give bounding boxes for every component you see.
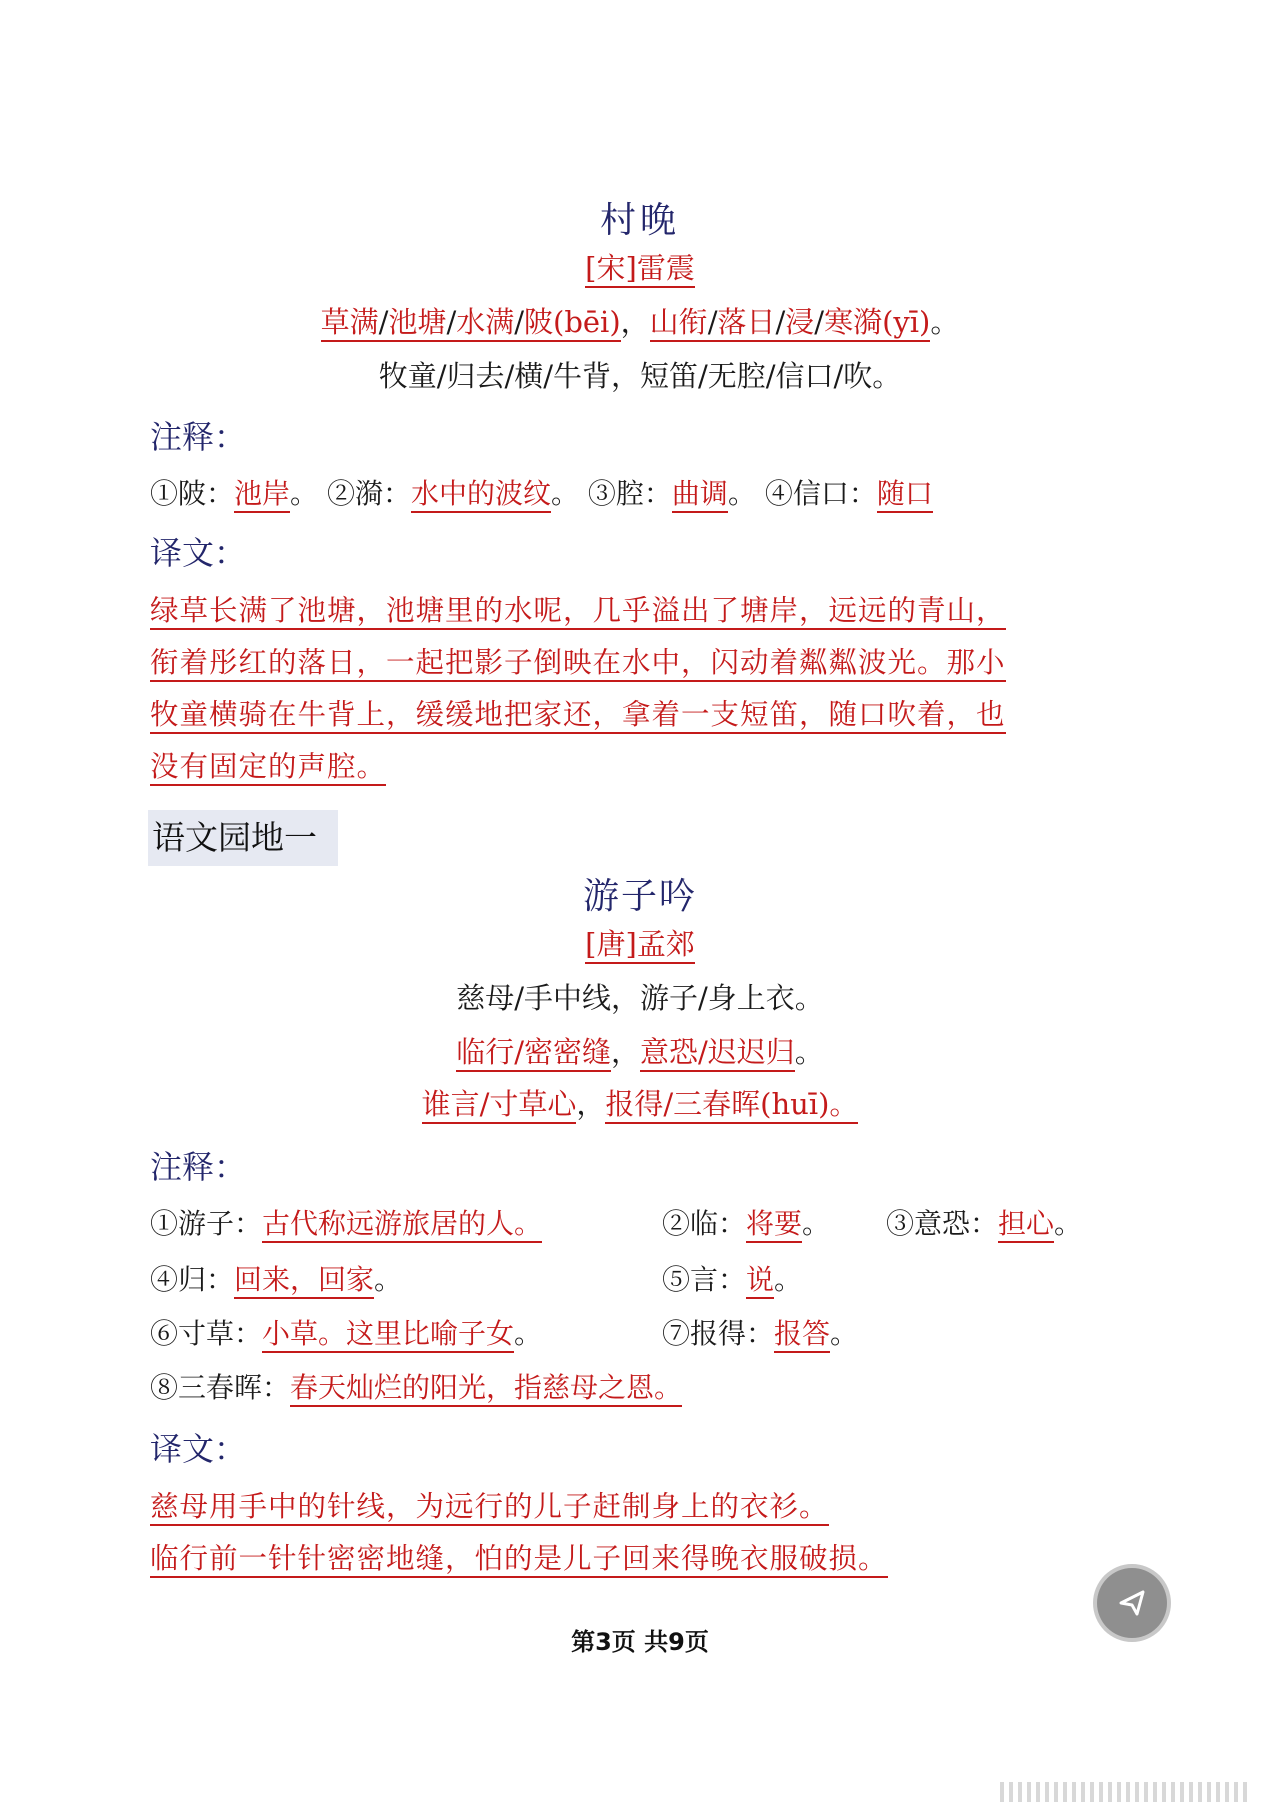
note-end: 。 <box>774 1263 803 1296</box>
note-end: 。 <box>802 1207 831 1240</box>
verse-seg: 浸 <box>785 305 814 342</box>
translation-label: 译文： <box>150 534 247 572</box>
translation-text: 绿草长满了池塘，池塘里的水呢，几乎溢出了塘岸，远远的青山， <box>150 594 1006 630</box>
verse-seg: 草满 <box>321 305 379 342</box>
poem-author-line <box>0 246 1280 287</box>
verse-seg: 水满 <box>456 305 514 342</box>
note-value: 回来，回家 <box>234 1263 374 1299</box>
note-item <box>150 1366 682 1406</box>
dynasty: [唐] <box>585 927 637 964</box>
note-value: 说 <box>746 1263 774 1299</box>
verse-line-2 <box>0 1030 1280 1071</box>
translation-line <box>150 640 1006 681</box>
section-heading: 语文园地一 <box>148 810 338 866</box>
verse-seg: / <box>446 305 456 342</box>
poem-author-line <box>0 922 1280 963</box>
translation-text: 牧童横骑在牛背上，缓缓地把家还，拿着一支短笛，随口吹着，也 <box>150 698 1006 734</box>
note-value: 曲调 <box>672 477 728 513</box>
note-end: 。 <box>514 1317 543 1350</box>
translation-text: 衔着彤红的落日，一起把影子倒映在水中，闪动着粼粼波光。那小 <box>150 646 1006 682</box>
verse-seg: 寒漪(yī) <box>824 305 930 342</box>
watermark <box>1000 1782 1250 1802</box>
note-item <box>150 1258 402 1298</box>
note-key: ②临： <box>662 1207 747 1240</box>
play-arrow-icon <box>1115 1586 1149 1620</box>
verse-seg: 。 <box>794 1035 824 1069</box>
poem-title: 村晚 <box>599 200 680 241</box>
verse-seg: 。 <box>930 305 960 339</box>
verse-seg: 谁言/寸草心 <box>422 1087 577 1124</box>
note-key: ④信口： <box>764 477 877 510</box>
note-key: ⑥寸草： <box>150 1317 263 1350</box>
note-value: 水中的波纹 <box>411 477 551 513</box>
note-value: 随口 <box>877 477 933 513</box>
verse-seg: ， <box>620 305 650 339</box>
verse-line-2: 牧童/归去/横/牛背，短笛/无腔/信口/吹。 <box>378 359 902 393</box>
verse-seg: 报得/三春晖(huī)。 <box>605 1087 858 1124</box>
note-value: 报答 <box>774 1317 830 1353</box>
page-footer: 第3页 共9页 <box>571 1628 709 1656</box>
verse-seg: 意恐/迟迟归 <box>640 1035 795 1072</box>
author: 孟郊 <box>637 927 695 964</box>
note-end: 。 <box>727 477 756 510</box>
notes-line <box>150 472 933 512</box>
note-end: 。 <box>290 477 319 510</box>
note-key: ⑤言： <box>662 1263 747 1296</box>
verse-line-1 <box>0 300 1280 341</box>
verse-seg: 临行/密密缝 <box>456 1035 611 1072</box>
verse-seg: / <box>708 305 718 342</box>
translation-line <box>150 692 1006 733</box>
note-end: 。 <box>374 1263 403 1296</box>
note-item <box>662 1202 830 1242</box>
author: 雷震 <box>637 251 695 288</box>
note-value: 古代称远游旅居的人。 <box>262 1207 542 1243</box>
note-key: ①游子： <box>150 1207 263 1240</box>
verse-seg: 陂(bēi) <box>524 305 621 342</box>
note-end: 。 <box>1054 1207 1083 1240</box>
note-key: ②漪： <box>326 477 411 510</box>
translation-text: 没有固定的声腔。 <box>150 750 386 786</box>
verse-seg: / <box>379 305 389 342</box>
play-button[interactable] <box>1097 1568 1167 1638</box>
verse-line-1: 慈母/手中线，游子/身上衣。 <box>456 981 824 1015</box>
translation-line <box>150 1536 888 1577</box>
translation-line <box>150 588 1006 629</box>
verse-seg: / <box>514 305 524 342</box>
note-key: ④归： <box>150 1263 235 1296</box>
note-key: ③意恐： <box>886 1207 999 1240</box>
note-key: ⑦报得： <box>662 1317 775 1350</box>
note-item <box>662 1258 802 1298</box>
verse-seg: ， <box>610 1035 640 1069</box>
translation-line <box>150 744 386 785</box>
translation-label: 译文： <box>150 1430 247 1468</box>
verse-seg: / <box>814 305 824 342</box>
translation-text: 慈母用手中的针线，为远行的儿子赶制身上的衣衫。 <box>150 1490 829 1526</box>
notes-label: 注释： <box>150 1148 247 1186</box>
translation-line <box>150 1484 829 1525</box>
note-item <box>150 1202 542 1242</box>
note-item <box>662 1312 858 1352</box>
verse-seg: ， <box>576 1087 606 1121</box>
note-key: ⑧三春晖： <box>150 1371 291 1404</box>
verse-seg: 池塘 <box>388 305 446 342</box>
note-item <box>886 1202 1082 1242</box>
note-value: 小草。这里比喻子女 <box>262 1317 514 1353</box>
translation-text: 临行前一针针密密地缝，怕的是儿子回来得晚衣服破损。 <box>150 1542 888 1578</box>
verse-seg: 落日 <box>717 305 775 342</box>
note-value: 担心 <box>998 1207 1054 1243</box>
verse-line-3 <box>0 1082 1280 1123</box>
note-value: 将要 <box>746 1207 802 1243</box>
note-key: ①陂： <box>150 477 235 510</box>
verse-seg: 山衔 <box>650 305 708 342</box>
verse-seg: / <box>775 305 785 342</box>
note-end: 。 <box>830 1317 859 1350</box>
note-item <box>150 1312 542 1352</box>
note-key: ③腔： <box>587 477 672 510</box>
notes-label: 注释： <box>150 418 247 456</box>
note-end: 。 <box>550 477 579 510</box>
dynasty: [宋] <box>585 251 637 288</box>
poem-title: 游子吟 <box>582 876 697 917</box>
note-value: 春天灿烂的阳光，指慈母之恩。 <box>290 1371 682 1407</box>
note-value: 池岸 <box>234 477 290 513</box>
